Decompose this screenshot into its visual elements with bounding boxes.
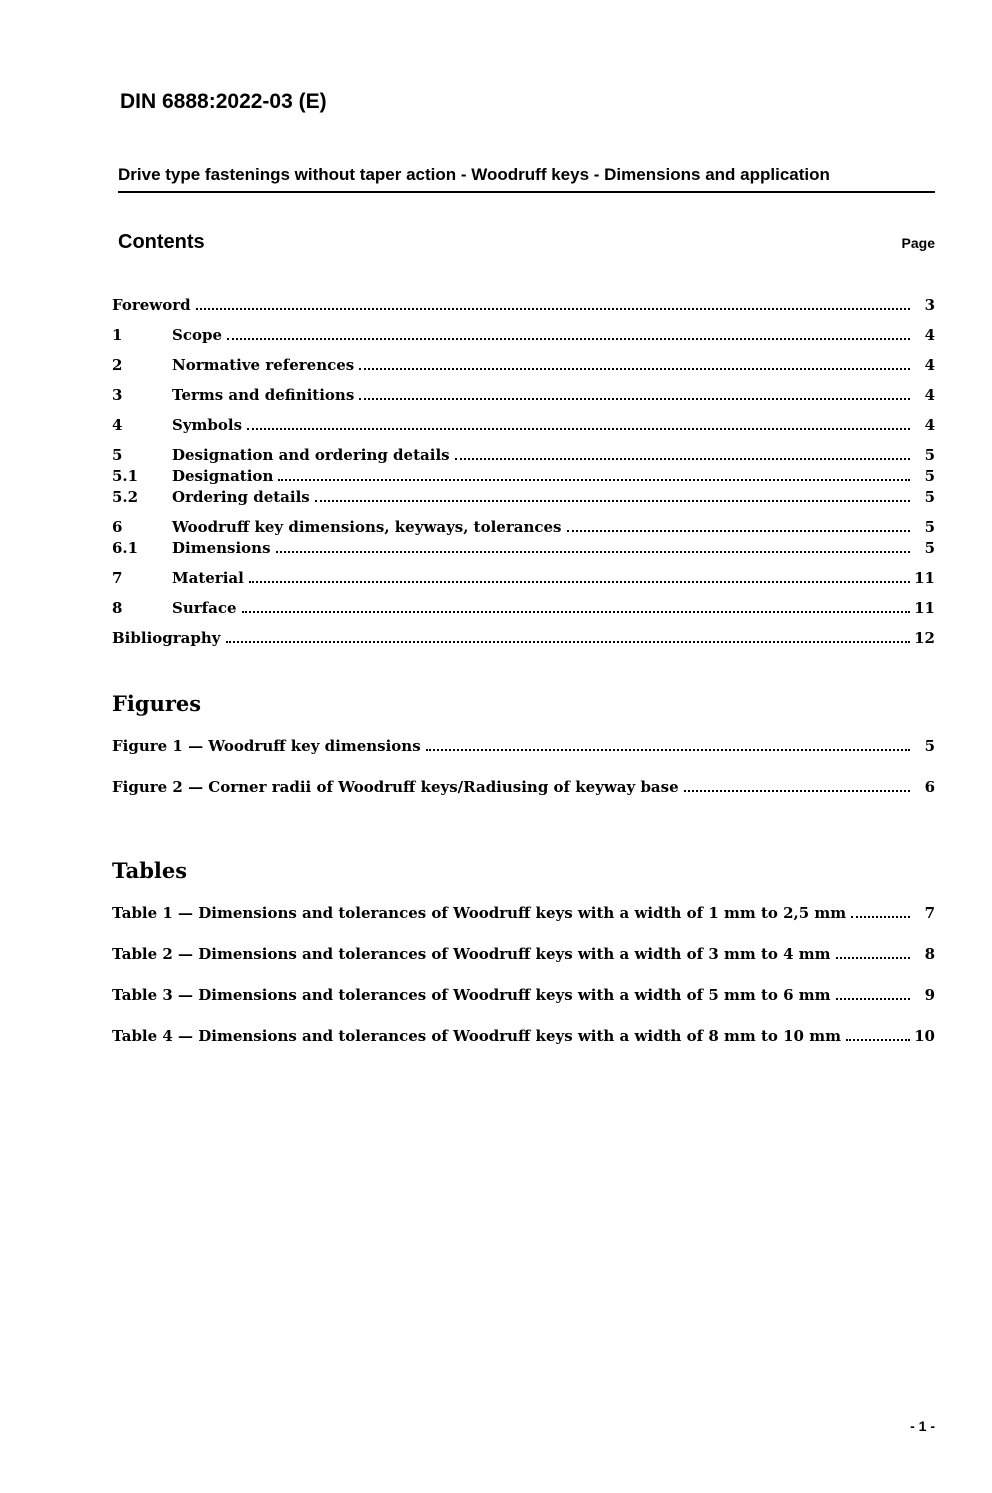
toc-entry-number: 2 (112, 356, 123, 374)
toc-entry-terms-definitions (112, 386, 935, 406)
toc-entry-bibliography (112, 629, 935, 649)
toc-entry-label: Symbols (172, 416, 243, 434)
toc-entry-page: 4 (924, 326, 935, 344)
figure-entry-page: 5 (924, 737, 935, 755)
toc-dot-leader (846, 1039, 910, 1041)
toc-entry-page: 5 (924, 488, 935, 506)
toc-entry-number: 5 (112, 446, 123, 464)
toc-dot-leader (851, 916, 910, 918)
toc-dot-leader (249, 581, 910, 583)
toc-dot-leader (315, 500, 910, 502)
toc-dot-leader (684, 790, 910, 792)
table-entry-3 (112, 986, 935, 1006)
toc-entry-label: Foreword (112, 296, 191, 314)
table-entry-label: Table 1 — Dimensions and tolerances of Woodruff keys with a width of 1 mm to 2,5 mm (112, 904, 847, 922)
toc-entry-number: 5.2 (112, 488, 139, 506)
toc-dot-leader (278, 479, 910, 481)
page-body (0, 90, 992, 1047)
toc-entry-label: Dimensions (172, 539, 271, 557)
table-entry-label: Table 2 — Dimensions and tolerances of Woodruff keys with a width of 3 mm to 4 mm (112, 945, 831, 963)
toc-dot-leader (836, 957, 911, 959)
toc-entry-page: 4 (924, 356, 935, 374)
toc-entry-number: 7 (112, 569, 123, 587)
toc-dot-leader (426, 749, 910, 751)
toc-entry-page: 3 (924, 296, 935, 314)
table-entry-2 (112, 945, 935, 965)
toc-dot-leader (196, 308, 910, 310)
page-column-label: Page (901, 235, 935, 251)
table-entry-4 (112, 1027, 935, 1047)
toc-entry-page: 4 (924, 416, 935, 434)
footer-page-number: - 1 - (910, 1418, 935, 1434)
table-entry-page: 7 (924, 904, 935, 922)
toc-entry-dimensions (112, 539, 935, 559)
table-entry-label: Table 3 — Dimensions and tolerances of Woodruff keys with a width of 5 mm to 6 mm (112, 986, 831, 1004)
contents-heading: Contents (118, 231, 205, 253)
toc-entry-number: 3 (112, 386, 123, 404)
toc-dot-leader (836, 998, 911, 1000)
toc-entry-label: Woodruff key dimensions, keyways, tolerances (172, 518, 562, 536)
toc-entry-normative-references (112, 356, 935, 376)
toc-entry-number: 4 (112, 416, 123, 434)
tables-heading: Tables (112, 858, 188, 883)
figure-entry-page: 6 (924, 778, 935, 796)
toc-entry-number: 1 (112, 326, 123, 344)
toc-entry-label: Material (172, 569, 244, 587)
document-id: DIN 6888:2022-03 (E) (120, 90, 327, 113)
table-entry-page: 10 (914, 1027, 935, 1045)
document-title: Drive type fastenings without taper action - Woodruff keys - Dimensions and application (118, 163, 935, 193)
figure-entry-1 (112, 737, 935, 757)
tables-list (112, 904, 935, 1047)
toc-dot-leader (242, 611, 911, 613)
toc-dot-leader (567, 530, 910, 532)
toc-entry-label: Ordering details (172, 488, 310, 506)
toc-entry-surface (112, 599, 935, 619)
table-entry-page: 8 (924, 945, 935, 963)
toc-dot-leader (359, 398, 910, 400)
toc-entry-number: 8 (112, 599, 123, 617)
toc-entry-number: 6 (112, 518, 123, 536)
table-entry-1 (112, 904, 935, 924)
toc-entry-scope (112, 326, 935, 346)
toc-dot-leader (227, 338, 910, 340)
document-page (0, 90, 992, 1493)
toc-dot-leader (226, 641, 911, 643)
figure-entry-label: Figure 1 — Woodruff key dimensions (112, 737, 421, 755)
table-of-contents (112, 296, 935, 649)
toc-entry-symbols (112, 416, 935, 436)
toc-entry-label: Designation (172, 467, 274, 485)
toc-entry-label: Scope (172, 326, 223, 344)
toc-dot-leader (359, 368, 910, 370)
figure-entry-label: Figure 2 — Corner radii of Woodruff keys/Radiusing of keyway base (112, 778, 679, 796)
toc-entry-number: 5.1 (112, 467, 139, 485)
toc-entry-ordering-details (112, 488, 935, 508)
toc-dot-leader (247, 428, 910, 430)
toc-entry-page: 5 (924, 446, 935, 464)
toc-entry-label: Designation and ordering details (172, 446, 450, 464)
figures-heading: Figures (112, 691, 202, 716)
toc-entry-designation-ordering (112, 446, 935, 466)
table-entry-label: Table 4 — Dimensions and tolerances of Woodruff keys with a width of 8 mm to 10 mm (112, 1027, 841, 1045)
toc-entry-label: Surface (172, 599, 237, 617)
toc-entry-page: 5 (924, 467, 935, 485)
figures-list (112, 737, 935, 798)
toc-entry-page: 11 (914, 569, 935, 587)
toc-entry-page: 5 (924, 539, 935, 557)
contents-header (118, 231, 935, 254)
toc-entry-foreword (112, 296, 935, 316)
toc-dot-leader (455, 458, 910, 460)
table-entry-page: 9 (924, 986, 935, 1004)
toc-entry-page: 12 (914, 629, 935, 647)
toc-entry-page: 4 (924, 386, 935, 404)
toc-entry-label: Bibliography (112, 629, 221, 647)
toc-entry-number: 6.1 (112, 539, 139, 557)
toc-entry-material (112, 569, 935, 589)
figure-entry-2 (112, 778, 935, 798)
toc-entry-woodruff-key-dimensions (112, 518, 935, 538)
toc-dot-leader (276, 551, 910, 553)
toc-entry-label: Terms and definitions (172, 386, 355, 404)
toc-entry-label: Normative references (172, 356, 355, 374)
toc-entry-page: 11 (914, 599, 935, 617)
toc-entry-page: 5 (924, 518, 935, 536)
toc-entry-designation (112, 467, 935, 487)
